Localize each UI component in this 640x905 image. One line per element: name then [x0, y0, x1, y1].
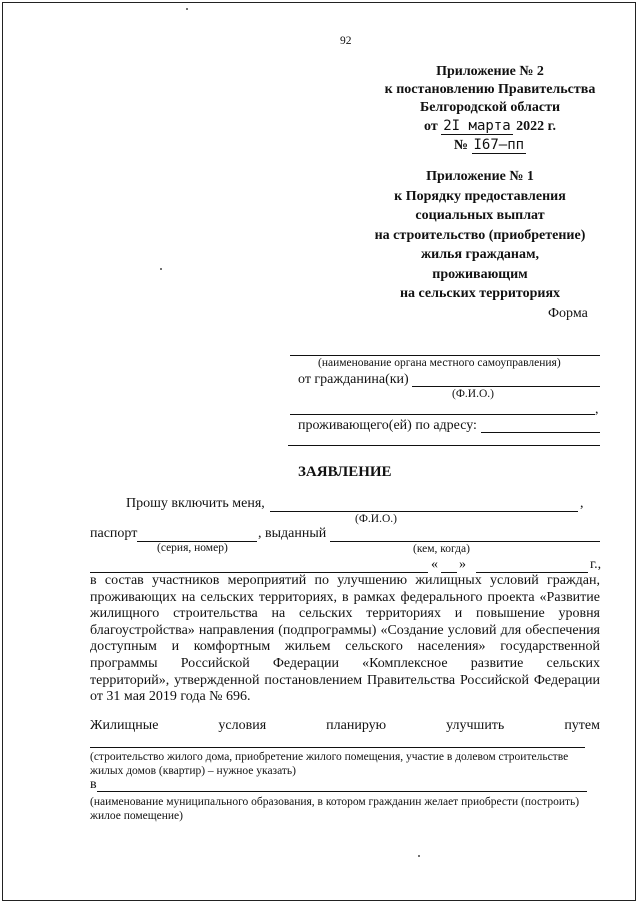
request-paragraph: в состав участников мероприятий по улучшению жилищных условий граждан, проживающих на сельских территориях, в рамках федерального проекта «Развитие жилищного строительства на сельских территориях и повышение уровня благоустройства» направления (подпрограммы) «Создание условий для обеспечения доступным и комфортным жильем сельского населения» государственной программы Российской Федерации «Комплексное развитие сельских территорий», утвержденной постановлением Правительства Российской Федерации от 31 мая 2019 года № 696.	[90, 573, 600, 705]
citizen-name-comma: ,	[595, 402, 599, 417]
attachment-2-title: Приложение № 2	[436, 64, 544, 79]
attachment-2-line3: Белгородской области	[419, 100, 561, 115]
page-number: 92	[340, 35, 352, 47]
passport-issuer-caption: (кем, когда)	[413, 543, 470, 555]
passport-series-caption: (серия, номер)	[157, 542, 228, 554]
municipality-caption: (наименование муниципального образования, в котором гражданин желает приобрести (построить) жилое помещение)	[90, 796, 580, 822]
from-citizen-label: от гражданина(ки)	[298, 372, 409, 387]
org-name-line[interactable]	[290, 355, 600, 356]
request-label: Прошу включить меня,	[126, 496, 265, 511]
resolution-date: 2I марта	[443, 118, 511, 134]
document-title: ЗАЯВЛЕНИЕ	[298, 464, 392, 480]
method-line[interactable]	[90, 747, 585, 748]
attachment-2-number: № I67–пп	[453, 137, 525, 153]
attachment-2-block	[340, 63, 640, 155]
issue-day-close-quote: »	[459, 557, 466, 572]
form-label: Форма	[548, 306, 588, 321]
applicant-name-comma: ,	[580, 496, 584, 511]
resolution-number: I67–пп	[473, 137, 525, 153]
citizen-fio-caption: (Ф.И.О.)	[452, 388, 494, 400]
attachment-2-line2: к постановлению Правительства	[384, 82, 596, 97]
scan-speck	[160, 268, 162, 270]
issued-label: , выданный	[258, 526, 327, 541]
applicant-name-line[interactable]	[270, 511, 578, 512]
attachment-1-block: Приложение № 1 к Порядку предоставления социальных выплат на строительство (приобретение) жилья гражданам, проживающим на сельских территориях	[330, 167, 630, 304]
issue-year-suffix: г.,	[590, 557, 602, 572]
org-name-caption: (наименование органа местного самоуправления)	[318, 357, 561, 369]
citizen-name-line[interactable]	[412, 386, 600, 387]
method-caption: (строительство жилого дома, приобретение жилого помещения, участие в долевом строительстве жилых домов (квартир) – нужное указать)	[90, 751, 569, 777]
attachment-1-title: Приложение № 1	[426, 169, 534, 184]
scan-speck	[418, 855, 420, 857]
issue-day-open-quote: «	[431, 557, 438, 572]
issuer-line[interactable]	[330, 541, 600, 542]
improve-line: Жилищные условия планирую улучшить путем	[90, 718, 600, 733]
address-line-1[interactable]	[481, 432, 600, 433]
in-label: в	[90, 777, 97, 792]
address-label: проживающего(ей) по адресу:	[298, 418, 477, 433]
passport-label: паспорт	[90, 526, 138, 541]
municipality-line[interactable]	[97, 791, 587, 792]
address-line-2[interactable]	[288, 445, 600, 446]
attachment-2-date: от 2I марта 2022 г.	[424, 118, 556, 134]
scan-speck	[186, 8, 188, 10]
citizen-name-line-2[interactable]	[290, 414, 595, 415]
applicant-fio-caption: (Ф.И.О.)	[355, 513, 397, 525]
